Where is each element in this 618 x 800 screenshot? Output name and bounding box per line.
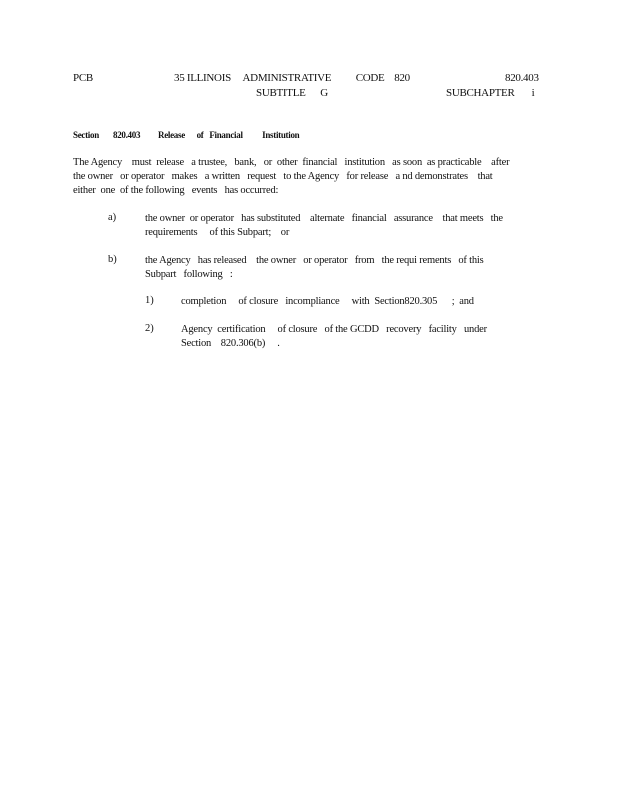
item-a-line-1: the owner or operator has substituted alternate financial assurance that meets the bbox=[145, 213, 503, 224]
header-code-title: 35 ILLINOIS ADMINISTRATIVE CODE 820 bbox=[174, 72, 410, 84]
subitem-1-line-1: completion of closure incompliance with Section820.305 ; and bbox=[181, 296, 474, 307]
item-a-label: a) bbox=[108, 212, 117, 223]
header-section-ref: 820.403 bbox=[505, 72, 539, 84]
subitem-1-label: 1) bbox=[145, 295, 154, 306]
item-b-line-2: Subpart following : bbox=[145, 269, 233, 280]
section-title: Release of Financial Institution bbox=[158, 130, 300, 140]
header-board: PCB bbox=[73, 72, 93, 84]
item-b-line-1: the Agency has released the owner or operator from the requi rements of this bbox=[145, 255, 484, 266]
subitem-2-line-1: Agency certification of closure of the GCDD recovery facility under bbox=[181, 324, 487, 335]
section-label: Section bbox=[73, 130, 99, 140]
intro-line-1: The Agency must release a trustee, bank, or other financial institution as soon as practicable after bbox=[73, 157, 510, 168]
intro-line-2: the owner or operator makes a written request to the Agency for release a nd demonstrates that bbox=[73, 171, 493, 182]
item-b-label: b) bbox=[108, 254, 117, 265]
intro-line-3: either one of the following events has occurred: bbox=[73, 185, 279, 196]
header-subtitle: SUBTITLE G bbox=[256, 87, 328, 99]
item-a-line-2: requirements of this Subpart; or bbox=[145, 227, 290, 238]
subitem-2-label: 2) bbox=[145, 323, 154, 334]
subitem-2-line-2: Section 820.306(b) . bbox=[181, 338, 280, 349]
section-number: 820.403 bbox=[113, 130, 141, 140]
header-subchapter: SUBCHAPTER i bbox=[446, 87, 535, 99]
